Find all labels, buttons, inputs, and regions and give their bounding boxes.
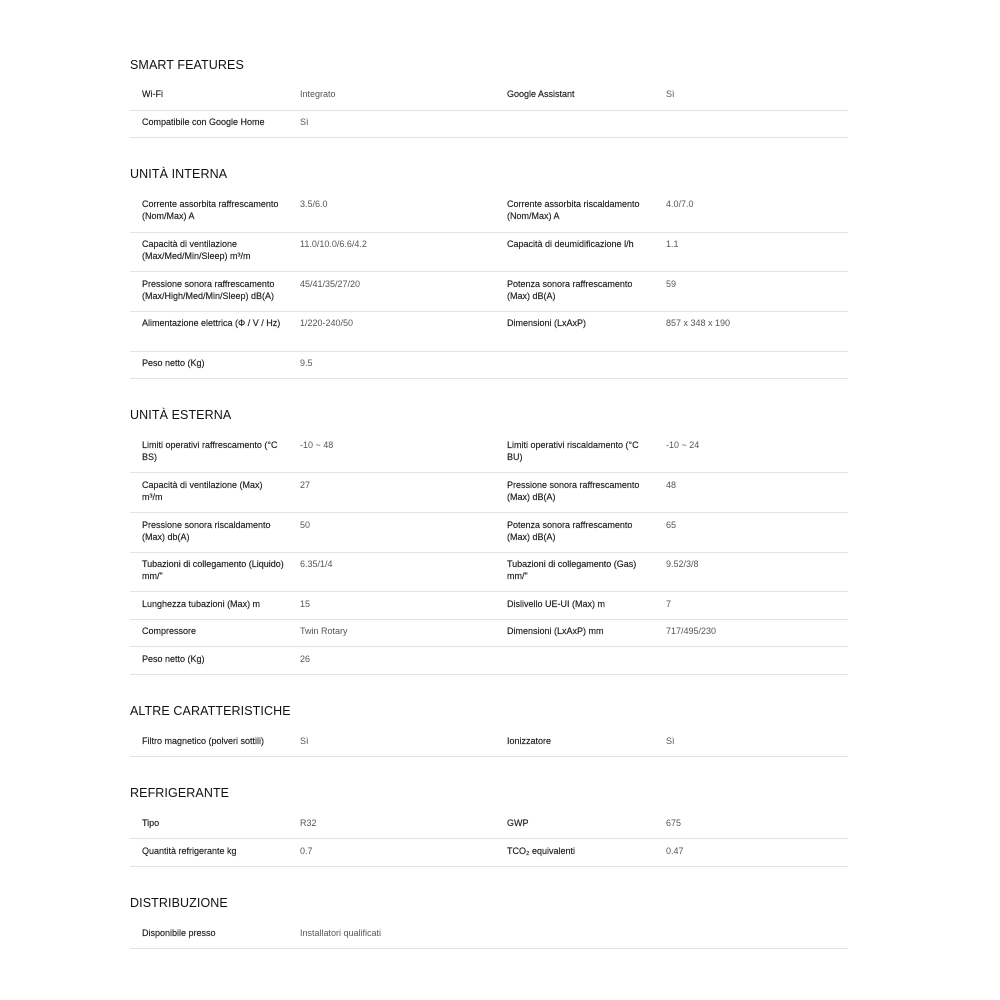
spec-label: Limiti operativi riscaldamento (°C BU): [507, 440, 639, 462]
spec-value: 6.35/1/4: [300, 559, 333, 569]
spec-label: Wi-Fi: [142, 89, 163, 99]
section-title-unita-esterna: UNITÀ ESTERNA: [130, 408, 232, 422]
spec-label: Corrente assorbita riscaldamento (Nom/Max) A: [507, 199, 640, 221]
spec-value: Sì: [300, 736, 309, 746]
spec-row: [130, 479, 848, 513]
spec-value: 0.47: [666, 846, 684, 856]
spec-label: Lunghezza tubazioni (Max) m: [142, 599, 261, 609]
spec-row: [130, 88, 848, 111]
spec-label: Compatibile con Google Home: [142, 117, 265, 127]
spec-value: 26: [300, 654, 311, 664]
spec-value: 675: [666, 818, 682, 828]
spec-value: R32: [300, 818, 317, 828]
spec-row: [130, 845, 848, 867]
spec-label: Dislivello UE-UI (Max) m: [507, 599, 606, 609]
spec-label: Tubazioni di collegamento (Gas) mm/": [507, 559, 637, 581]
spec-row: [130, 116, 848, 138]
spec-label: Dimensioni (LxAxP): [507, 318, 587, 328]
spec-label: Pressione sonora raffrescamento (Max) dB(A): [507, 480, 640, 502]
spec-value: -10 ~ 48: [300, 440, 334, 450]
spec-row: [130, 927, 848, 949]
section-title-distribuzione: DISTRIBUZIONE: [130, 896, 228, 910]
spec-row: [130, 278, 848, 312]
spec-value: -10 ~ 24: [666, 440, 700, 450]
spec-label: Tubazioni di collegamento (Liquido) mm/": [142, 559, 284, 581]
spec-value: 45/41/35/27/20: [300, 279, 361, 289]
spec-label: Ionizzatore: [507, 736, 552, 746]
spec-row: [130, 735, 848, 757]
spec-label: Pressione sonora raffrescamento (Max/High/Med/Min/Sleep) dB(A): [142, 279, 275, 301]
spec-label: Google Assistant: [507, 89, 575, 99]
spec-label: GWP: [507, 818, 529, 828]
spec-label: Filtro magnetico (polveri sottili): [142, 736, 265, 746]
spec-row: [130, 558, 848, 592]
section-title-refrigerante: REFRIGERANTE: [130, 786, 230, 800]
spec-label: Tipo: [142, 818, 160, 828]
spec-value: 857 x 348 x 190: [666, 318, 731, 328]
spec-label: Capacità di deumidificazione l/h: [507, 239, 634, 249]
spec-label: Alimentazione elettrica (Φ / V / Hz): [142, 318, 281, 328]
spec-value: 0.7: [300, 846, 313, 856]
spec-value: 7: [666, 599, 672, 609]
spec-value: 9.52/3/8: [666, 559, 699, 569]
spec-value: Sì: [300, 117, 309, 127]
spec-label: Dimensioni (LxAxP) mm: [507, 626, 604, 636]
spec-label: Compressore: [142, 626, 197, 636]
spec-value: 717/495/230: [666, 626, 717, 636]
spec-value: 48: [666, 480, 677, 490]
spec-row: [130, 598, 848, 620]
spec-value: 50: [300, 520, 311, 530]
section-title-unita-interna: UNITÀ INTERNA: [130, 167, 228, 181]
spec-row: [130, 439, 848, 473]
spec-value: Twin Rotary: [300, 626, 348, 636]
spec-row: [130, 519, 848, 553]
spec-label: TCO₂ equivalenti: [507, 846, 576, 856]
spec-label: Corrente assorbita raffrescamento (Nom/Max) A: [142, 199, 279, 221]
spec-row: [130, 357, 848, 379]
spec-label: Limiti operativi raffrescamento (°C BS): [142, 440, 278, 462]
spec-label: Capacità di ventilazione (Max/Med/Min/Sleep) m³/m: [142, 239, 251, 261]
spec-value: Installatori qualificati: [300, 928, 382, 938]
spec-value: 27: [300, 480, 311, 490]
spec-value: 4.0/7.0: [666, 199, 694, 209]
spec-label: Disponibile presso: [142, 928, 216, 938]
spec-value: 59: [666, 279, 677, 289]
spec-label: Potenza sonora raffrescamento (Max) dB(A): [507, 520, 633, 542]
spec-row: [130, 317, 848, 352]
spec-row: [130, 625, 848, 647]
spec-label: Quantità refrigerante kg: [142, 846, 237, 856]
spec-row: [130, 238, 848, 272]
spec-row: [130, 198, 848, 233]
spec-value: 15: [300, 599, 311, 609]
spec-value: Sì: [666, 736, 675, 746]
spec-label: Pressione sonora riscaldamento (Max) db(A): [142, 520, 271, 542]
section-title-altre-caratteristiche: ALTRE CARATTERISTICHE: [130, 704, 291, 718]
spec-label: Capacità di ventilazione (Max) m³/m: [142, 480, 263, 502]
spec-row: [130, 653, 848, 675]
spec-value: 9.5: [300, 358, 313, 368]
spec-value: 1.1: [666, 239, 679, 249]
spec-value: 3.5/6.0: [300, 199, 328, 209]
spec-label: Potenza sonora raffrescamento (Max) dB(A): [507, 279, 633, 301]
spec-value: 11.0/10.0/6.6/4.2: [300, 239, 367, 249]
spec-value: 1/220-240/50: [300, 318, 354, 328]
spec-label: Peso netto (Kg): [142, 654, 205, 664]
spec-row: [130, 817, 848, 839]
spec-label: Peso netto (Kg): [142, 358, 205, 368]
section-title-smart-features: SMART FEATURES: [130, 58, 244, 72]
spec-value: Integrato: [300, 89, 336, 99]
spec-value: Sì: [666, 89, 675, 99]
spec-value: 65: [666, 520, 677, 530]
